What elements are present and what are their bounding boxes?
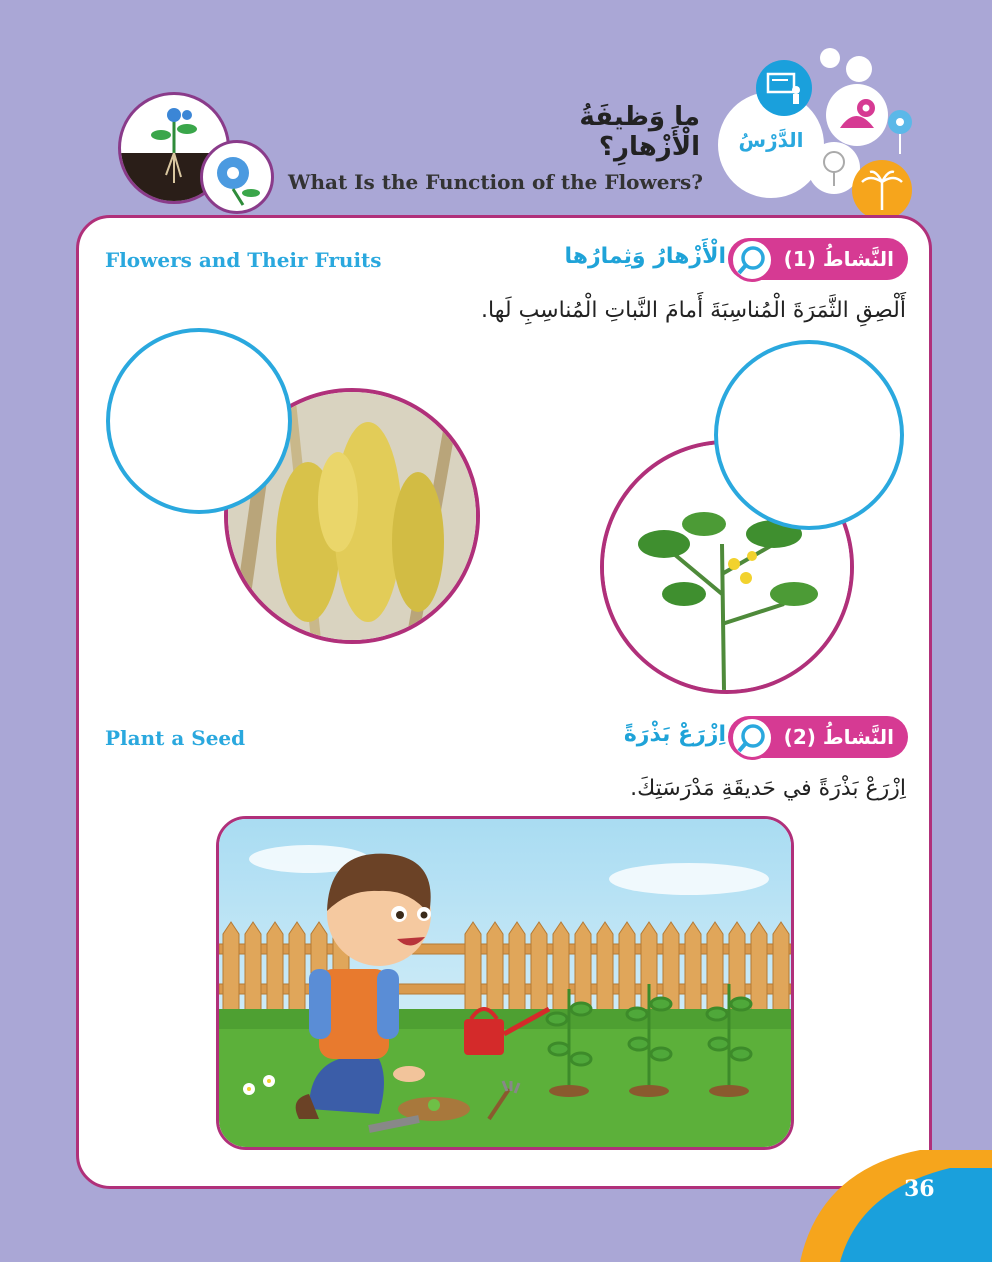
teacher-board-icon	[756, 60, 812, 116]
magnifier-icon	[730, 238, 774, 282]
bubble-dot	[820, 48, 840, 68]
activity1-title-arabic: الْأَزْهارُ وَثِمارُها	[564, 244, 726, 269]
corner-decoration	[800, 1150, 992, 1262]
flower-icon	[826, 84, 888, 146]
activity1-badge-label: النَّشاطُ (1)	[783, 247, 894, 271]
activity2-instruction: اِزْرَعْ بَذْرَةً في حَديقَةِ مَدْرَسَتِكَ.	[630, 776, 906, 801]
page-title-arabic: ما وَظيفَةُ الْأَزْهارِ؟	[579, 102, 700, 162]
palm-icon	[852, 160, 912, 220]
bubble-dot	[846, 56, 872, 82]
lesson-badge-label: الدَّرْسُ	[738, 128, 804, 152]
activity1-instruction: أَلْصِقِ الثَّمَرَةَ الْمُناسِبَةَ أَمامَ النَّباتِ الْمُناسِبِ لَها.	[481, 298, 906, 323]
star-flower-icon	[880, 104, 920, 154]
page-number: 36	[904, 1176, 935, 1202]
flower-closeup-illustration	[200, 140, 274, 214]
activity1-title-english: Flowers and Their Fruits	[105, 248, 382, 272]
activity2-title-english: Plant a Seed	[105, 726, 246, 750]
activity2-badge-label: النَّشاطُ (2)	[783, 725, 894, 749]
fruit-drop-circle-right[interactable]	[714, 340, 904, 530]
page-title-english: What Is the Function of the Flowers?	[288, 170, 703, 194]
activity2-title-arabic: اِزْرَعْ بَذْرَةً	[623, 722, 726, 747]
garden-illustration	[216, 816, 794, 1150]
fruit-drop-circle-left[interactable]	[106, 328, 292, 514]
magnifier-icon	[730, 716, 774, 760]
